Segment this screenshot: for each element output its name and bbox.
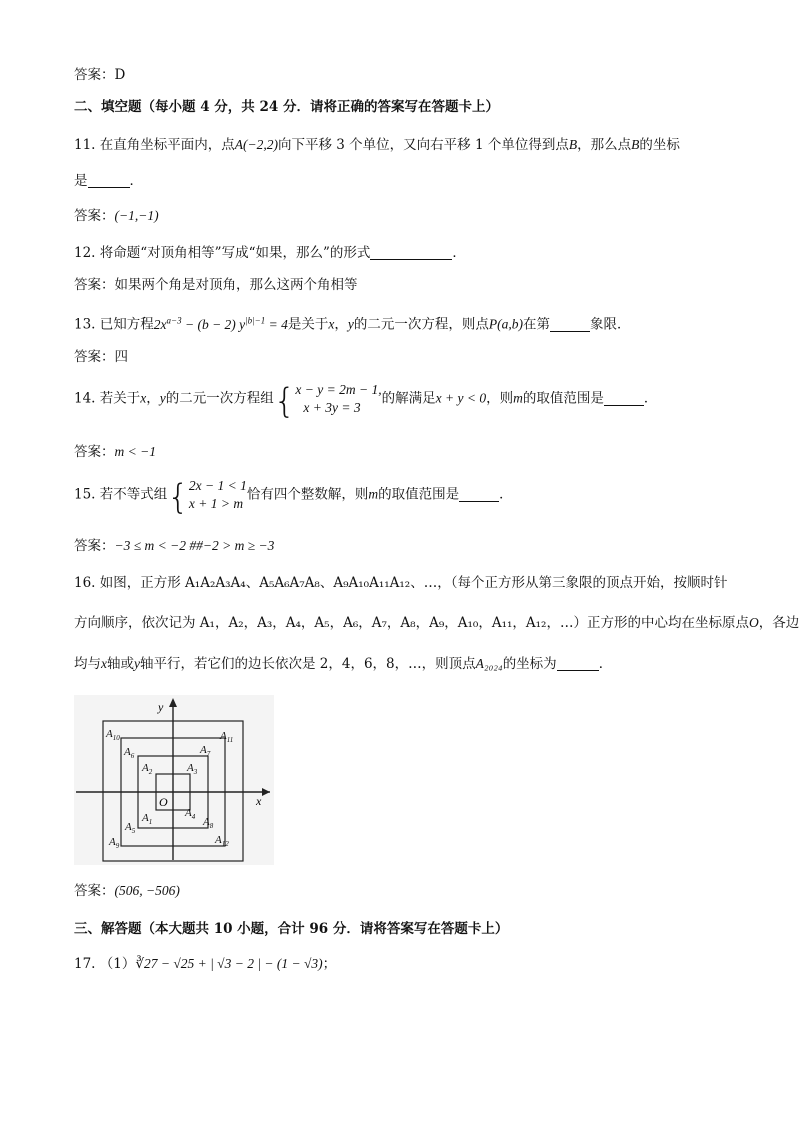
- label-A2: $A_2$: [142, 762, 153, 776]
- y-axis-label: y: [158, 700, 164, 714]
- question-16-line-3: 均与x轴或y轴平行，若它们的边长依次是 2，4，6，8，…，则顶点A₂₀₂₄的坐标为 ．: [74, 656, 613, 672]
- question-16-answer: 答案：(506, −506): [74, 883, 180, 899]
- answer-blank: [604, 391, 644, 406]
- question-12: 12. 将命题“对顶角相等”写成“如果，那么”的形式 ．: [74, 245, 466, 261]
- previous-answer: 答案：D: [74, 67, 126, 83]
- answer-blank: [557, 656, 599, 671]
- label-A8: $A_8$: [203, 816, 214, 830]
- label-A10: $A_{10}$: [106, 728, 120, 742]
- question-12-answer: 答案：如果两个角是对顶角，那么这两个角相等: [74, 277, 358, 293]
- question-11-line-1: 11. 在直角坐标平面内，点A(−2,2)向下平移 3 个单位，又向右平移 1 个单位得到点B，那么点B的坐标: [74, 137, 680, 153]
- section-2-title: 二、填空题（每小题 4 分，共 24 分．请将正确的答案写在答题卡上）: [74, 99, 499, 115]
- x-axis-label: x: [256, 794, 262, 808]
- question-13: 13. 已知方程$2x^{a-3} - (b - 2) y^{|b|-1} = 4$是关于x，y的二元一次方程，则点P(a,b)在第 象限．: [74, 315, 631, 333]
- squares-figure: [74, 695, 274, 865]
- label-A12: $A_{12}$: [215, 834, 229, 848]
- answer-blank: [550, 317, 590, 332]
- answer-blank: [459, 487, 499, 502]
- section-3-title: 三、解答题（本大题共 10 小题，合计 96 分．请将答案写在答题卡上）: [74, 921, 509, 937]
- label-A3: $A_3$: [187, 762, 198, 776]
- question-11-answer: 答案：(−1,−1): [74, 208, 159, 224]
- answer-blank: [88, 173, 130, 188]
- coordinate-squares-diagram: [74, 695, 274, 865]
- label-A7: $A_7$: [200, 744, 211, 758]
- label-A5: $A_5$: [125, 821, 136, 835]
- question-14-answer: 答案：m < −1: [74, 444, 156, 460]
- label-A9: $A_9$: [109, 836, 120, 850]
- answer-blank: [370, 245, 452, 260]
- question-16-line-2: 方向顺序，依次记为 A₁，A₂，A₃，A₄，A₅，A₆，A₇，A₈，A₉，A₁₀，A₁₁，A₁₂，…）正方形的中心均在坐标原点O，各边: [74, 615, 799, 631]
- equation-system: x − y = 2m − 1, x + 3y = 3: [295, 382, 382, 415]
- label-A11: $A_{11}$: [220, 730, 234, 744]
- question-11-line-2: 是 ．: [74, 173, 143, 189]
- question-13-answer: 答案：四: [74, 349, 128, 365]
- question-15: 15. 若不等式组{ 2x − 1 < 1 x + 1 > m 恰有四个整数解，则m的取值范围是 ．: [74, 477, 513, 518]
- question-17: 17. （1）∛27 − √25 + | √3 − 2 | − (1 − √3)；: [74, 956, 337, 972]
- question-14: 14. 若关于x，y的二元一次方程组{ x − y = 2m − 1, x + 3y = 3 的解满足x + y < 0，则m的取值范围是 ．: [74, 381, 658, 422]
- origin-label: O: [159, 795, 168, 809]
- question-15-answer: 答案：−3 ≤ m < −2 ##−2 > m ≥ −3: [74, 538, 275, 554]
- question-16-line-1: 16. 如图，正方形 A₁A₂A₃A₄、A₅A₆A₇A₈、A₉A₁₀A₁₁A₁₂、…，（每个正方形从第三象限的顶点开始，按顺时针: [74, 575, 728, 591]
- label-A1: $A_1$: [142, 812, 153, 826]
- inequality-system: 2x − 1 < 1 x + 1 > m: [188, 478, 247, 511]
- label-A4: $A_4$: [185, 807, 196, 821]
- label-A6: $A_6$: [124, 746, 135, 760]
